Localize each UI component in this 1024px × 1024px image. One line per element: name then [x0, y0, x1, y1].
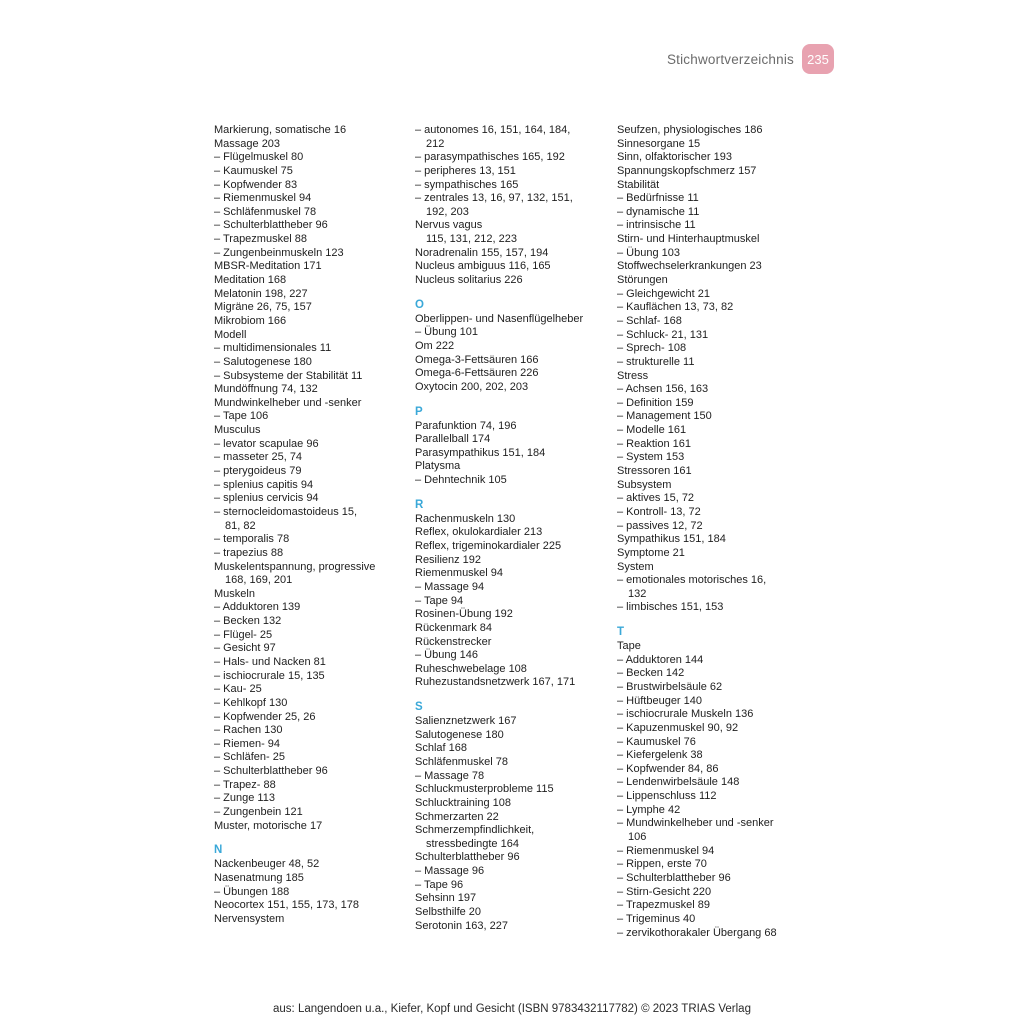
index-entry: – Modelle 161 — [617, 424, 687, 437]
index-entry: Spannungskopfschmerz 157 — [617, 164, 757, 177]
index-entry: – Adduktoren 144 — [617, 653, 704, 666]
index-entry: – Schlaf- 168 — [617, 314, 682, 327]
index-entry: – sternocleidomastoideus 15, — [214, 505, 358, 518]
index-entry: Subsystem — [617, 478, 672, 491]
index-entry: Salienznetzwerk 167 — [415, 715, 517, 728]
index-entry: – Schluck- 21, 131 — [617, 328, 709, 341]
index-entry: Störungen — [617, 274, 668, 287]
index-entry: – strukturelle 11 — [617, 355, 695, 368]
index-entry: Nucleus solitarius 226 — [415, 274, 523, 287]
index-entry: Massage 203 — [214, 137, 281, 150]
index-entry: Platysma — [415, 460, 461, 473]
index-entry: – Riemenmuskel 94 — [617, 844, 715, 857]
index-entry: – Massage 96 — [415, 865, 485, 878]
index-entry: – Flügelmuskel 80 — [214, 151, 304, 164]
index-entry: MBSR-Meditation 171 — [214, 260, 322, 273]
index-entry: Mundöffnung 74, 132 — [214, 383, 318, 396]
index-entry: Nackenbeuger 48, 52 — [214, 858, 320, 871]
index-entry: – Schulterblattheber 96 — [617, 871, 731, 884]
index-entry: – Hüftbeuger 140 — [617, 694, 703, 707]
index-entry: Nasenatmung 185 — [214, 871, 304, 884]
index-entry: – Kau- 25 — [214, 683, 262, 696]
index-entry: – Mundwinkelheber und -senker — [617, 817, 774, 830]
index-entry: – Übungen 188 — [214, 885, 290, 898]
index-entry: – Brustwirbelsäule 62 — [617, 680, 723, 693]
index-entry: Nervus vagus — [415, 219, 483, 232]
index-entry: – Sprech- 108 — [617, 342, 687, 355]
index-entry: Modell — [214, 328, 247, 341]
index-entry: 212 — [426, 137, 445, 150]
index-entry: – limbisches 151, 153 — [617, 601, 724, 614]
index-entry: 192, 203 — [426, 205, 469, 218]
index-entry: – Riemenmuskel 94 — [214, 192, 312, 205]
index-entry: Reflex, trigeminokardialer 225 — [415, 540, 562, 553]
index-entry: – Massage 94 — [415, 580, 485, 593]
index-entry: – Becken 142 — [617, 667, 685, 680]
index-entry: – Trigeminus 40 — [617, 912, 696, 925]
index-column-1 — [214, 124, 375, 927]
index-entry: – Flügel- 25 — [214, 628, 273, 641]
index-entry: 106 — [628, 831, 647, 844]
index-entry: Sinnesorgane 15 — [617, 137, 701, 150]
index-entry: – autonomes 16, 151, 164, 184, — [415, 124, 571, 136]
index-entry: – Lippenschluss 112 — [617, 790, 717, 803]
index-entry: – zentrales 13, 16, 97, 132, 151, — [415, 192, 573, 205]
index-entry: – Trapezmuskel 88 — [214, 233, 307, 246]
index-entry: – Tape 106 — [214, 410, 269, 423]
index-entry: Ruheschwebelage 108 — [415, 662, 527, 675]
index-entry: Rosinen-Übung 192 — [415, 608, 513, 621]
index-entry: Rachenmuskeln 130 — [415, 512, 516, 525]
index-entry: – Kopfwender 83 — [214, 178, 298, 191]
index-entry: Salutogenese 180 — [415, 728, 504, 741]
index-entry: Schlucktraining 108 — [415, 796, 512, 809]
index-entry: Parasympathikus 151, 184 — [415, 446, 546, 459]
index-entry: Serotonin 163, 227 — [415, 919, 508, 932]
index-entry: – Tape 94 — [415, 594, 464, 607]
index-entry: – Trapez- 88 — [214, 778, 276, 791]
index-entry: – pterygoideus 79 — [214, 465, 302, 478]
index-entry: – Becken 132 — [214, 615, 282, 628]
index-entry: – levator scapulae 96 — [214, 437, 319, 450]
index-entry: – ischiocrurale Muskeln 136 — [617, 708, 754, 721]
index-entry: 168, 169, 201 — [225, 574, 293, 587]
index-entry: Nucleus ambiguus 116, 165 — [415, 260, 551, 273]
index-entry: – Salutogenese 180 — [214, 355, 312, 368]
index-entry: Nervensystem — [214, 912, 285, 925]
index-entry: – splenius capitis 94 — [214, 478, 314, 491]
index-entry: System — [617, 560, 654, 573]
index-entry: – Tape 96 — [415, 878, 464, 891]
index-entry: Symptome 21 — [617, 546, 685, 559]
index-entry: – Stirn-Gesicht 220 — [617, 885, 712, 898]
index-entry: – Adduktoren 139 — [214, 601, 301, 614]
index-letter-heading: O — [415, 298, 424, 311]
index-entry: Muster, motorische 17 — [214, 819, 323, 832]
running-header-title: Stichwortverzeichnis — [666, 51, 794, 67]
index-entry: Schlaf 168 — [415, 742, 467, 755]
index-entry: – Schulterblattheber 96 — [214, 765, 328, 778]
index-entry: – splenius cervicis 94 — [214, 492, 319, 505]
index-entry: – passives 12, 72 — [617, 519, 703, 532]
index-entry: – Zungenbeinmuskeln 123 — [214, 246, 344, 259]
index-entry: – Definition 159 — [617, 396, 694, 409]
index-entry: Sinn, olfaktorischer 193 — [617, 151, 732, 164]
index-entry: Sehsinn 197 — [415, 892, 477, 905]
index-entry: – Kontroll- 13, 72 — [617, 505, 701, 518]
index-entry: Melatonin 198, 227 — [214, 287, 308, 300]
index-entry: – Kaumuskel 75 — [214, 164, 293, 177]
index-entry: – Gleichgewicht 21 — [617, 287, 710, 300]
index-entry: – Trapezmuskel 89 — [617, 899, 710, 912]
index-entry: Schulterblattheber 96 — [415, 851, 520, 864]
index-entry: – aktives 15, 72 — [617, 492, 695, 505]
index-entry: Schmerzempfindlichkeit, — [415, 824, 535, 837]
index-entry: Oberlippen- und Nasenflügelheber — [415, 312, 584, 325]
index-entry: – Hals- und Nacken 81 — [214, 655, 326, 668]
index-entry: Muskeln — [214, 587, 255, 600]
index-column-2 — [415, 124, 583, 933]
index-entry: – Schläfen- 25 — [214, 751, 285, 764]
index-entry: Schmerzarten 22 — [415, 810, 499, 823]
index-entry: – dynamische 11 — [617, 205, 700, 218]
index-entry: Muskelentspannung, progressive — [214, 560, 376, 573]
index-entry: – Kehlkopf 130 — [214, 696, 288, 709]
index-entry: Resilienz 192 — [415, 553, 482, 566]
index-entry: – Zunge 113 — [214, 792, 275, 805]
index-entry: – Kauflächen 13, 73, 82 — [617, 301, 734, 314]
index-entry: – masseter 25, 74 — [214, 451, 303, 464]
index-entry: – Lendenwirbelsäule 148 — [617, 776, 740, 789]
index-entry: – Dehntechnik 105 — [415, 474, 507, 487]
index-entry: Omega-3-Fettsäuren 166 — [415, 353, 539, 366]
index-entry: – Kapuzenmuskel 90, 92 — [617, 721, 739, 734]
index-entry: – Übung 146 — [415, 649, 478, 662]
index-entry: Noradrenalin 155, 157, 194 — [415, 246, 549, 259]
index-entry: – Rachen 130 — [214, 724, 283, 737]
index-entry: Markierung, somatische 16 — [214, 124, 347, 136]
index-entry: – temporalis 78 — [214, 533, 290, 546]
index-entry: – Kaumuskel 76 — [617, 735, 696, 748]
index-entry: – Bedürfnisse 11 — [617, 192, 699, 205]
index-entry: Reflex, okulokardialer 213 — [415, 526, 543, 539]
index-entry: Migräne 26, 75, 157 — [214, 301, 312, 314]
index-entry: – Kopfwender 84, 86 — [617, 762, 719, 775]
index-letter-heading: R — [415, 498, 424, 511]
page-footer-source: aus: Langendoen u.a., Kiefer, Kopf und Gesicht (ISBN 9783432117782) © 2023 TRIAS Verlag — [273, 1003, 751, 1015]
index-entry: – Gesicht 97 — [214, 642, 276, 655]
index-letter-heading: T — [617, 626, 625, 639]
index-entry: Sympathikus 151, 184 — [617, 533, 726, 546]
index-entry: – Schulterblattheber 96 — [214, 219, 328, 232]
index-entry: Tape — [617, 640, 641, 653]
index-entry: Om 222 — [415, 339, 455, 352]
index-entry: Mikrobiom 166 — [214, 314, 287, 327]
index-entry: – Subsysteme der Stabilität 11 — [214, 369, 363, 382]
index-entry: Seufzen, physiologisches 186 — [617, 124, 763, 136]
index-entry: Mundwinkelheber und -senker — [214, 396, 362, 409]
index-entry: – trapezius 88 — [214, 546, 284, 559]
index-entry: 81, 82 — [225, 519, 256, 532]
index-entry: Stress — [617, 369, 649, 382]
index-entry: Ruhezustandsnetzwerk 167, 171 — [415, 676, 576, 689]
index-letter-heading: P — [415, 405, 423, 418]
index-entry: Oxytocin 200, 202, 203 — [415, 380, 529, 393]
index-entry: Schläfenmuskel 78 — [415, 755, 508, 768]
index-entry: – Kiefergelenk 38 — [617, 749, 703, 762]
page-number-badge: 235 — [802, 44, 834, 74]
index-column-3 — [617, 124, 777, 940]
index-entry: – Kopfwender 25, 26 — [214, 710, 316, 723]
index-entry: Rückenmark 84 — [415, 621, 493, 634]
index-entry: stressbedingte 164 — [426, 837, 519, 850]
index-entry: Stabilität — [617, 178, 660, 191]
running-header — [667, 44, 834, 74]
index-entry: Stirn- und Hinterhauptmuskel — [617, 233, 760, 246]
index-entry: Schluckmusterprobleme 115 — [415, 783, 554, 796]
index-entry: – zervikothorakaler Übergang 68 — [617, 926, 777, 939]
index-entry: Selbsthilfe 20 — [415, 906, 482, 919]
index-entry: – System 153 — [617, 451, 685, 464]
index-entry: – emotionales motorisches 16, — [617, 574, 767, 587]
index-entry: 132 — [628, 587, 647, 600]
index-entry: – parasympathisches 165, 192 — [415, 151, 565, 164]
index-entry: Musculus — [214, 424, 261, 437]
index-entry: Parallelball 174 — [415, 433, 491, 446]
index-entry: – Zungenbein 121 — [214, 806, 303, 819]
index-entry: – ischiocrurale 15, 135 — [214, 669, 325, 682]
index-entry: – multidimensionales 11 — [214, 342, 332, 355]
index-letter-heading: S — [415, 701, 423, 714]
index-entry: – Übung 103 — [617, 246, 680, 259]
index-entry: – peripheres 13, 151 — [415, 164, 516, 177]
index-entry: Omega-6-Fettsäuren 226 — [415, 367, 539, 380]
index-entry: – Reaktion 161 — [617, 437, 691, 450]
index-entry: – Rippen, erste 70 — [617, 858, 707, 871]
index-entry: Riemenmuskel 94 — [415, 567, 504, 580]
index-entry: Rückenstrecker — [415, 635, 492, 648]
index-entry: Meditation 168 — [214, 274, 287, 287]
index-entry: – Lymphe 42 — [617, 803, 681, 816]
index-letter-heading: N — [214, 844, 223, 857]
index-entry: – Riemen- 94 — [214, 737, 281, 750]
index-entry: 115, 131, 212, 223 — [426, 233, 517, 246]
index-entry: – Massage 78 — [415, 769, 485, 782]
index-entry: – Management 150 — [617, 410, 712, 423]
index-entry: – intrinsische 11 — [617, 219, 696, 232]
index-entry: Neocortex 151, 155, 173, 178 — [214, 899, 359, 912]
index-entry: Parafunktion 74, 196 — [415, 419, 517, 432]
index-entry: – Übung 101 — [415, 326, 478, 339]
index-entry: Stressoren 161 — [617, 465, 692, 478]
index-entry: Stoffwechselerkrankungen 23 — [617, 260, 762, 273]
index-entry: – sympathisches 165 — [415, 178, 519, 191]
index-entry: – Schläfenmuskel 78 — [214, 205, 317, 218]
index-entry: – Achsen 156, 163 — [617, 383, 709, 396]
